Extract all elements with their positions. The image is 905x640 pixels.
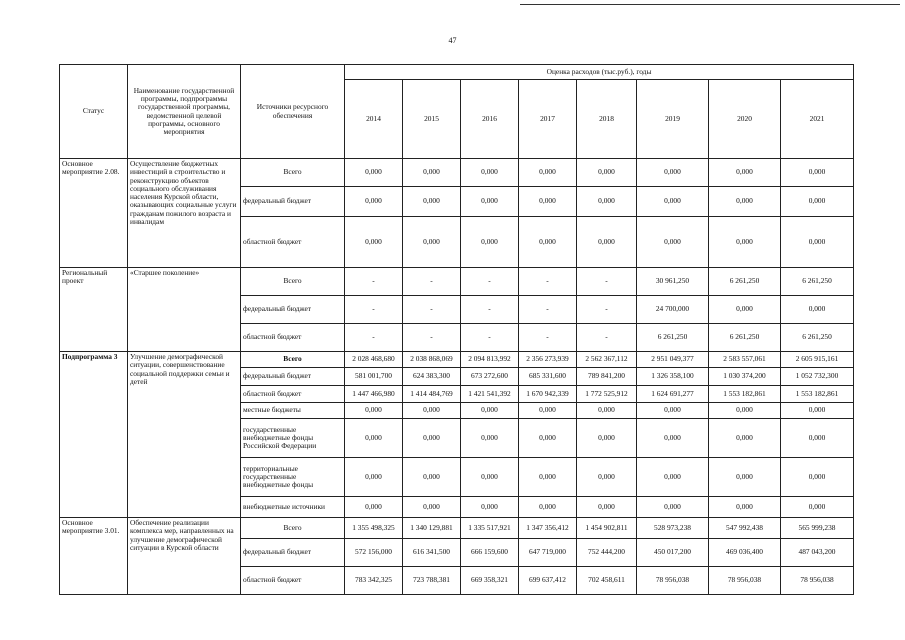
value-cell: 0,000 bbox=[403, 497, 461, 518]
value-cell: - bbox=[345, 296, 403, 324]
source-cell: государственные внебюджетные фонды Российской Федерации bbox=[241, 419, 345, 458]
value-cell: 0,000 bbox=[461, 403, 519, 419]
status-cell: Основное мероприятие 2.08. bbox=[60, 159, 128, 268]
value-cell: 450 017,200 bbox=[637, 539, 709, 567]
value-cell: 0,000 bbox=[781, 419, 854, 458]
header-year: 2018 bbox=[577, 80, 637, 159]
value-cell: 0,000 bbox=[577, 217, 637, 268]
value-cell: 2 605 915,161 bbox=[781, 352, 854, 368]
value-cell: 0,000 bbox=[637, 497, 709, 518]
value-cell: 572 156,000 bbox=[345, 539, 403, 567]
value-cell: - bbox=[577, 268, 637, 296]
value-cell: 1 454 902,811 bbox=[577, 518, 637, 539]
value-cell: - bbox=[345, 268, 403, 296]
value-cell: 0,000 bbox=[781, 403, 854, 419]
value-cell: 2 562 367,112 bbox=[577, 352, 637, 368]
top-rule bbox=[520, 4, 900, 5]
value-cell: 0,000 bbox=[345, 217, 403, 268]
value-cell: 1 553 182,861 bbox=[781, 386, 854, 403]
value-cell: 783 342,325 bbox=[345, 567, 403, 595]
source-cell: Всего bbox=[241, 159, 345, 187]
value-cell: 0,000 bbox=[345, 458, 403, 497]
value-cell: 0,000 bbox=[709, 187, 781, 217]
value-cell: 6 261,250 bbox=[781, 268, 854, 296]
value-cell: 0,000 bbox=[345, 497, 403, 518]
value-cell: 0,000 bbox=[403, 217, 461, 268]
value-cell: 0,000 bbox=[461, 497, 519, 518]
value-cell: 6 261,250 bbox=[709, 268, 781, 296]
source-cell: Всего bbox=[241, 268, 345, 296]
header-year: 2017 bbox=[519, 80, 577, 159]
table-row bbox=[60, 268, 854, 296]
value-cell: 1 421 541,392 bbox=[461, 386, 519, 403]
value-cell: 469 036,400 bbox=[709, 539, 781, 567]
header-estimate: Оценка расходов (тыс.руб.), годы bbox=[345, 65, 854, 80]
value-cell: - bbox=[403, 324, 461, 352]
value-cell: 0,000 bbox=[461, 159, 519, 187]
value-cell: 2 038 868,069 bbox=[403, 352, 461, 368]
value-cell: 0,000 bbox=[403, 187, 461, 217]
source-cell: федеральный бюджет bbox=[241, 296, 345, 324]
source-cell: областной бюджет bbox=[241, 567, 345, 595]
value-cell: 1 355 498,325 bbox=[345, 518, 403, 539]
header-status: Статус bbox=[60, 65, 128, 159]
value-cell: 0,000 bbox=[709, 159, 781, 187]
value-cell: 1 553 182,861 bbox=[709, 386, 781, 403]
source-cell: Всего bbox=[241, 518, 345, 539]
value-cell: 0,000 bbox=[519, 497, 577, 518]
value-cell: - bbox=[403, 268, 461, 296]
value-cell: 78 956,038 bbox=[781, 567, 854, 595]
table-row bbox=[60, 352, 854, 368]
value-cell: 6 261,250 bbox=[709, 324, 781, 352]
value-cell: 669 358,321 bbox=[461, 567, 519, 595]
value-cell: 2 356 273,939 bbox=[519, 352, 577, 368]
value-cell: 1 335 517,921 bbox=[461, 518, 519, 539]
value-cell: - bbox=[403, 296, 461, 324]
value-cell: 0,000 bbox=[461, 419, 519, 458]
value-cell: 0,000 bbox=[781, 497, 854, 518]
value-cell: 647 719,000 bbox=[519, 539, 577, 567]
value-cell: 0,000 bbox=[637, 458, 709, 497]
program-name-cell: Улучшение демографической ситуации, совершенствование социальной поддержки семьи и детей bbox=[128, 352, 241, 518]
value-cell: 0,000 bbox=[519, 187, 577, 217]
value-cell: - bbox=[461, 268, 519, 296]
value-cell: 0,000 bbox=[461, 458, 519, 497]
source-cell: областной бюджет bbox=[241, 324, 345, 352]
value-cell: - bbox=[577, 296, 637, 324]
value-cell: 0,000 bbox=[637, 217, 709, 268]
value-cell: 0,000 bbox=[709, 419, 781, 458]
value-cell: 6 261,250 bbox=[637, 324, 709, 352]
header-name: Наименование государственной программы, подпрограммы государственной программы, ведомственной целевой программы, основного мероприятия bbox=[128, 65, 241, 159]
value-cell: 0,000 bbox=[403, 419, 461, 458]
value-cell: 616 341,500 bbox=[403, 539, 461, 567]
header-sources: Источники ресурсного обеспечения bbox=[241, 65, 345, 159]
value-cell: 0,000 bbox=[577, 187, 637, 217]
value-cell: 24 700,000 bbox=[637, 296, 709, 324]
header-year: 2020 bbox=[709, 80, 781, 159]
value-cell: 789 841,200 bbox=[577, 368, 637, 386]
value-cell: 0,000 bbox=[345, 159, 403, 187]
program-name-cell: «Старшее поколение» bbox=[128, 268, 241, 352]
value-cell: 565 999,238 bbox=[781, 518, 854, 539]
value-cell: 1 414 484,769 bbox=[403, 386, 461, 403]
page-number: 47 bbox=[448, 36, 457, 45]
value-cell: 666 159,600 bbox=[461, 539, 519, 567]
value-cell: - bbox=[461, 296, 519, 324]
expense-table bbox=[59, 64, 854, 595]
value-cell: 0,000 bbox=[519, 419, 577, 458]
value-cell: 0,000 bbox=[781, 458, 854, 497]
value-cell: 0,000 bbox=[345, 187, 403, 217]
header-row-top bbox=[60, 65, 854, 80]
value-cell: 699 637,412 bbox=[519, 567, 577, 595]
status-cell: Региональный проект bbox=[60, 268, 128, 352]
value-cell: 0,000 bbox=[781, 217, 854, 268]
value-cell: 581 001,700 bbox=[345, 368, 403, 386]
value-cell: - bbox=[577, 324, 637, 352]
value-cell: 673 272,600 bbox=[461, 368, 519, 386]
source-cell: Всего bbox=[241, 352, 345, 368]
source-cell: территориальные государственные внебюджетные фонды bbox=[241, 458, 345, 497]
value-cell: 1 052 732,300 bbox=[781, 368, 854, 386]
source-cell: местные бюджеты bbox=[241, 403, 345, 419]
value-cell: 487 043,200 bbox=[781, 539, 854, 567]
value-cell: - bbox=[519, 296, 577, 324]
value-cell: 0,000 bbox=[577, 458, 637, 497]
source-cell: федеральный бюджет bbox=[241, 187, 345, 217]
value-cell: 723 788,381 bbox=[403, 567, 461, 595]
value-cell: 0,000 bbox=[403, 159, 461, 187]
value-cell: 2 583 557,061 bbox=[709, 352, 781, 368]
value-cell: 0,000 bbox=[461, 217, 519, 268]
program-name-cell: Осуществление бюджетных инвестиций в строительство и реконструкцию объектов социального обслуживания населения Курской области, оказывающих социальные услуги гражданам пожилого возраста и инвалидам bbox=[128, 159, 241, 268]
value-cell: 0,000 bbox=[709, 497, 781, 518]
value-cell: 547 992,438 bbox=[709, 518, 781, 539]
value-cell: 0,000 bbox=[709, 217, 781, 268]
source-cell: внебюджетные источники bbox=[241, 497, 345, 518]
value-cell: - bbox=[519, 268, 577, 296]
value-cell: 0,000 bbox=[519, 217, 577, 268]
status-cell: Подпрограмма 3 bbox=[60, 352, 128, 518]
value-cell: 0,000 bbox=[709, 458, 781, 497]
value-cell: 0,000 bbox=[637, 419, 709, 458]
value-cell: 78 956,038 bbox=[709, 567, 781, 595]
value-cell: 0,000 bbox=[345, 419, 403, 458]
value-cell: 685 331,600 bbox=[519, 368, 577, 386]
value-cell: - bbox=[461, 324, 519, 352]
program-name-cell: Обеспечение реализации комплекса мер, направленных на улучшение демографической ситуации в Курской области bbox=[128, 518, 241, 595]
header-year: 2021 bbox=[781, 80, 854, 159]
value-cell: 1 447 466,980 bbox=[345, 386, 403, 403]
value-cell: 0,000 bbox=[781, 187, 854, 217]
value-cell: 1 624 691,277 bbox=[637, 386, 709, 403]
header-year: 2016 bbox=[461, 80, 519, 159]
value-cell: 2 028 468,680 bbox=[345, 352, 403, 368]
value-cell: 1 340 129,881 bbox=[403, 518, 461, 539]
table-row bbox=[60, 518, 854, 539]
value-cell: 0,000 bbox=[781, 159, 854, 187]
source-cell: областной бюджет bbox=[241, 217, 345, 268]
header-year: 2019 bbox=[637, 80, 709, 159]
value-cell: - bbox=[519, 324, 577, 352]
source-cell: областной бюджет bbox=[241, 386, 345, 403]
value-cell: 0,000 bbox=[709, 403, 781, 419]
status-cell: Основное мероприятие 3.01. bbox=[60, 518, 128, 595]
header-year: 2014 bbox=[345, 80, 403, 159]
value-cell: 1 347 356,412 bbox=[519, 518, 577, 539]
value-cell: 0,000 bbox=[637, 159, 709, 187]
value-cell: 30 961,250 bbox=[637, 268, 709, 296]
source-cell: федеральный бюджет bbox=[241, 539, 345, 567]
value-cell: 0,000 bbox=[637, 403, 709, 419]
value-cell: 2 094 813,992 bbox=[461, 352, 519, 368]
value-cell: 0,000 bbox=[709, 296, 781, 324]
value-cell: 6 261,250 bbox=[781, 324, 854, 352]
value-cell: 0,000 bbox=[577, 403, 637, 419]
value-cell: 0,000 bbox=[577, 159, 637, 187]
value-cell: 702 458,611 bbox=[577, 567, 637, 595]
value-cell: 0,000 bbox=[637, 187, 709, 217]
value-cell: 78 956,038 bbox=[637, 567, 709, 595]
value-cell: 0,000 bbox=[403, 403, 461, 419]
source-cell: федеральный бюджет bbox=[241, 368, 345, 386]
value-cell: 0,000 bbox=[519, 159, 577, 187]
value-cell: 528 973,238 bbox=[637, 518, 709, 539]
value-cell: 0,000 bbox=[781, 296, 854, 324]
value-cell: 0,000 bbox=[403, 458, 461, 497]
value-cell: 752 444,200 bbox=[577, 539, 637, 567]
value-cell: 0,000 bbox=[345, 403, 403, 419]
value-cell: 1 670 942,339 bbox=[519, 386, 577, 403]
value-cell: 1 030 374,200 bbox=[709, 368, 781, 386]
value-cell: 0,000 bbox=[461, 187, 519, 217]
value-cell: 2 951 049,377 bbox=[637, 352, 709, 368]
value-cell: 624 383,300 bbox=[403, 368, 461, 386]
table-row bbox=[60, 159, 854, 187]
value-cell: 1 772 525,912 bbox=[577, 386, 637, 403]
value-cell: - bbox=[345, 324, 403, 352]
header-year: 2015 bbox=[403, 80, 461, 159]
value-cell: 1 326 358,100 bbox=[637, 368, 709, 386]
value-cell: 0,000 bbox=[577, 419, 637, 458]
value-cell: 0,000 bbox=[519, 458, 577, 497]
value-cell: 0,000 bbox=[577, 497, 637, 518]
value-cell: 0,000 bbox=[519, 403, 577, 419]
